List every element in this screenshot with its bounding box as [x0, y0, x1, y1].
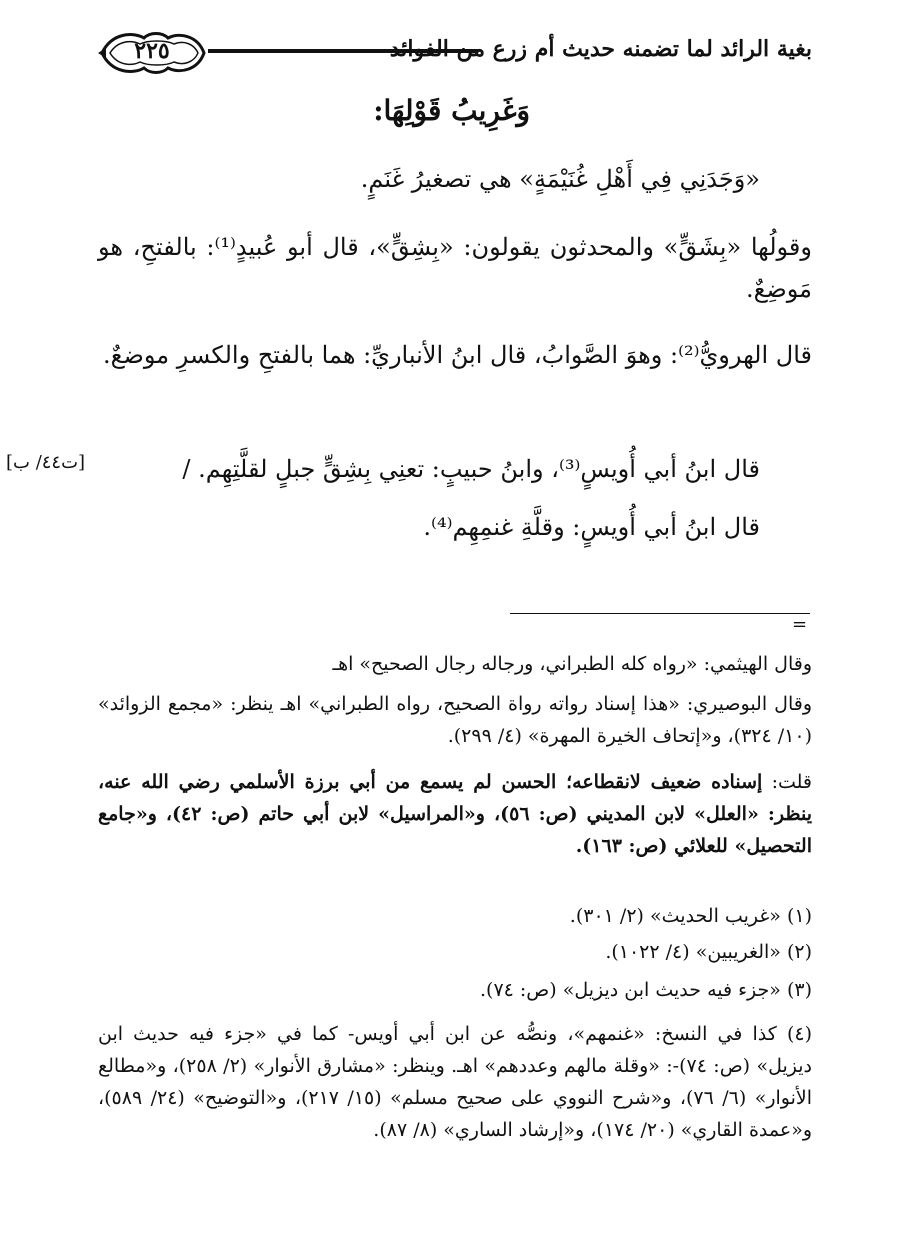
body-paragraph: قال ابنُ أبي أُويسٍ: وقلَّةِ غنمِهِم⁽⁴⁾.	[423, 513, 760, 541]
footnote-line	[98, 766, 812, 862]
body-paragraph: وقولُها «بِشَقٍّ» والمحدثون يقولون: «بِشِقٍّ»، قال أبو عُبيدٍ⁽¹⁾: بالفتحِ، هو مَوضِعٌ.	[98, 233, 812, 303]
manuscript-margin-note: [ت٤٤/ ب]	[6, 452, 86, 473]
body-paragraph: قال الهرويُّ⁽²⁾: وهوَ الصَّوابُ، قال ابنُ الأنباريِّ: هما بالفتحِ والكسرِ موضعٌ.	[103, 341, 812, 369]
footnote-continuation-mark: =	[792, 614, 808, 635]
section-heading: وَغَرِيبُ قَوْلِهَا:	[373, 94, 530, 127]
body-paragraph: قال ابنُ أبي أُويسٍ⁽³⁾، وابنُ حبيبٍ: تعنِي بِشِقٍّ جبلٍ لقلَّتِهِم. /	[182, 455, 760, 483]
footnote-1: (١) «غريب الحديث» (٢/ ٣٠١).	[569, 905, 812, 927]
footnote-ruling: إسناده ضعيف لانقطاعه؛ الحسن لم يسمع من أبي برزة الأسلمي رضي الله عنه، ينظر: «العلل» لابن المديني (ص: ٥٦)، و«المراسيل» لابن أبي حاتم (ص: ٤٢)، و«جامع التحصيل» للعلائي (ص: ١٦٣).	[98, 771, 812, 857]
body-paragraph: «وَجَدَنِي فِي أَهْلِ غُنَيْمَةٍ» هي تصغيرُ غَنَمٍ.	[360, 165, 760, 193]
footnote-3: (٣) «جزء فيه حديث ابن ديزيل» (ص: ٧٤).	[479, 979, 812, 1001]
page-number: ٢٢٥	[134, 38, 170, 64]
page-header	[96, 28, 812, 78]
running-title: بغية الرائد لما تضمنه حديث أم زرع من الفوائد	[389, 36, 812, 62]
footnote-line: وقال البوصيري: «هذا إسناد رواته رواة الصحيح، رواه الطبراني» اهـ ينظر: «مجمع الزوائد» (١٠/ ٣٢٤)، و«إتحاف الخيرة المهرة» (٤/ ٢٩٩).	[98, 693, 812, 747]
footnote-line: وقال الهيثمي: «رواه كله الطبراني، ورجاله رجال الصحيح» اهـ	[332, 653, 812, 675]
footnote-2: (٢) «الغريبين» (٤/ ١٠٢٢).	[605, 941, 812, 963]
qult-label: قلت:	[771, 771, 812, 793]
footnote-separator	[510, 613, 810, 614]
footnote-4: (٤) كذا في النسخ: «غنمهم»، ونصُّه عن ابن أبي أويس- كما في «جزء فيه حديث ابن ديزيل» (ص: ٧٤)-: «وقلة مالهم وعددهم» اهـ. وينظر: «مشارق الأنوار» (٢/ ٢٥٨)، و«مطالع الأنوار» (٦/ ٧٦)، و«شرح النووي على صحيح مسلم» (١٥/ ٢١٧)، و«التوضيح» (٢٤/ ٥٨٩)، و«عمدة القاري» (٢٠/ ١٧٤)، و«إرشاد الساري» (٨/ ٨٧).	[98, 1023, 813, 1141]
